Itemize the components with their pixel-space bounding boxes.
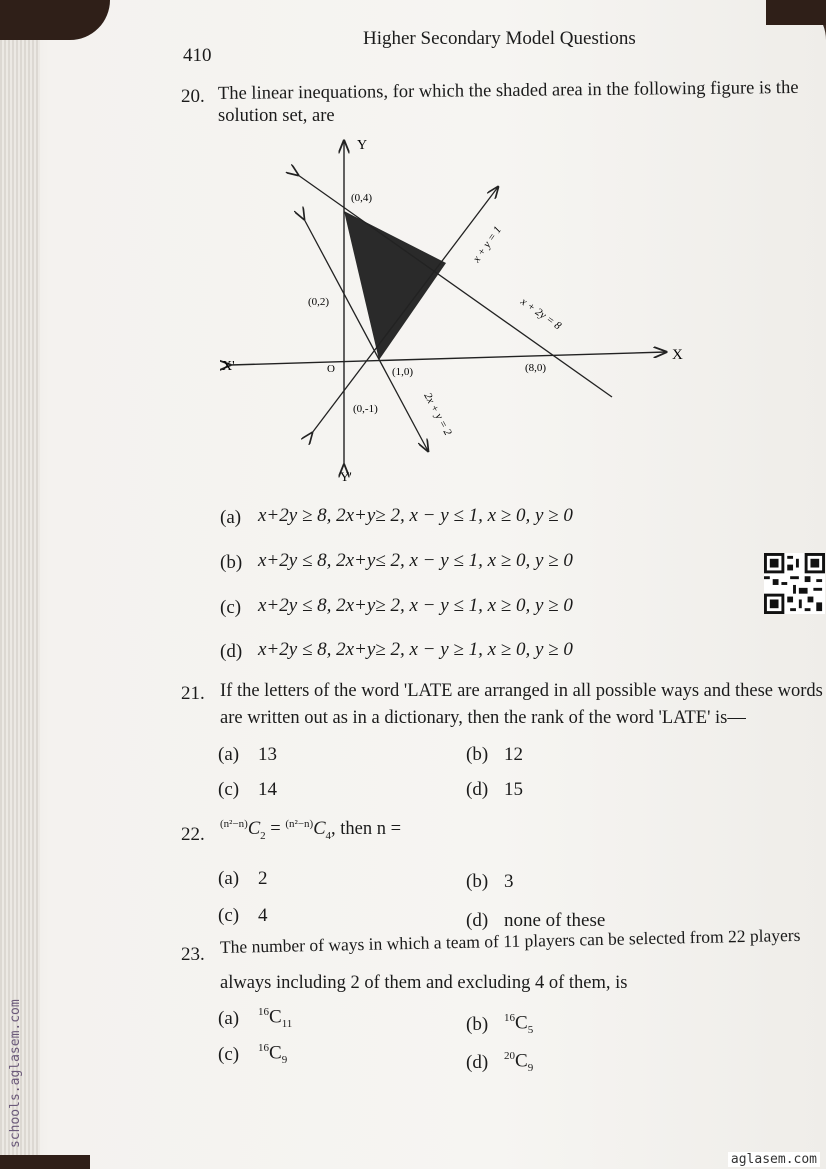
option-text: x+2y ≥ 8, 2x+y≥ 2, x − y ≤ 1, x ≥ 0, y ≥ 0 (258, 505, 573, 526)
option-text: 12 (504, 744, 523, 765)
line-label: 2x + y = 2 (421, 390, 454, 438)
question-number: 22. (181, 824, 205, 845)
option-text (258, 1042, 287, 1066)
option-text: 14 (258, 779, 277, 800)
superscript: (n²−n) (285, 818, 314, 830)
equals: = (265, 819, 286, 840)
option-text: 3 (504, 871, 514, 892)
background-corner (0, 1155, 90, 1169)
origin-label: O (327, 363, 335, 375)
option-label: (b) (466, 1014, 489, 1035)
background-corner (766, 0, 826, 25)
question-number: 21. (181, 683, 205, 704)
superscript: 16 (258, 1042, 269, 1054)
option-label: (d) (220, 641, 243, 662)
option-label: (a) (218, 744, 240, 765)
option-label: (a) (218, 868, 240, 889)
option-label: (c) (218, 905, 240, 926)
shaded-solution-region (344, 211, 446, 360)
side-watermark: schools.aglasem.com (8, 999, 23, 1148)
c-symbol: C (313, 819, 326, 840)
c-symbol: C (269, 1042, 282, 1064)
option-text: 13 (258, 744, 277, 765)
qr-code (764, 553, 825, 614)
option-label: (d) (466, 1052, 489, 1073)
axis-label-x: X (672, 347, 683, 363)
question-number: 20. (181, 86, 205, 107)
superscript: 16 (258, 1006, 269, 1018)
option-label: (c) (218, 779, 240, 800)
c-symbol: C (269, 1006, 282, 1028)
page-number: 410 (183, 45, 212, 66)
subscript: 5 (527, 1024, 534, 1037)
option-text: x+2y ≤ 8, 2x+y≥ 2, x − y ≥ 1, x ≥ 0, y ≥ 0 (258, 639, 573, 660)
question-equation (220, 818, 401, 842)
option-text: 4 (258, 905, 268, 926)
option-text: 2 (258, 868, 268, 889)
line-label: x + 2y = 8 (518, 295, 564, 333)
subscript: 9 (281, 1054, 288, 1067)
superscript: (n²−n) (220, 818, 248, 830)
c-symbol: C (515, 1050, 528, 1072)
option-label: (b) (466, 871, 489, 892)
subscript: 2 (260, 829, 266, 842)
footer-watermark: aglasem.com (728, 1152, 820, 1167)
question-text: The linear inequations, for which the shaded area in the following figure is the (217, 77, 799, 104)
c-symbol: C (515, 1012, 528, 1034)
option-text (258, 1006, 292, 1030)
axis-label-y: Y (357, 138, 368, 153)
c-symbol: C (247, 819, 261, 840)
equation-tail: , then n = (331, 819, 402, 840)
option-label: (a) (218, 1008, 240, 1029)
subscript: 4 (325, 829, 332, 842)
option-label: (c) (220, 597, 242, 618)
point-label: (0,2) (308, 296, 330, 308)
question-text: are written out as in a dictionary, then the rank of the word 'LATE' is— (220, 708, 746, 728)
option-text: none of these (504, 910, 606, 931)
axis-label-x-neg: X' (222, 359, 235, 374)
axis-label-y-neg: Y' (340, 469, 352, 484)
question-text: The number of ways in which a team of 11 players can be selected from 22 players (219, 924, 801, 957)
option-label: (b) (220, 552, 243, 573)
option-label: (b) (466, 744, 489, 765)
option-text (504, 1050, 533, 1074)
question-text: always including 2 of them and excluding 4 of them, is (220, 973, 628, 993)
inequality-graph (220, 135, 690, 485)
point-label: (8,0) (525, 362, 547, 374)
question-text: solution set, are (218, 106, 335, 126)
x-axis (230, 352, 666, 365)
line-label: x + y = 1 (470, 224, 505, 265)
point-label: (1,0) (392, 366, 414, 378)
option-label: (d) (466, 910, 489, 931)
option-label: (d) (466, 779, 489, 800)
subscript: 9 (527, 1062, 534, 1075)
point-label: (0,-1) (353, 403, 378, 415)
option-text: x+2y ≤ 8, 2x+y≤ 2, x − y ≤ 1, x ≥ 0, y ≥ 0 (258, 550, 573, 571)
option-label: (c) (218, 1044, 240, 1065)
question-text: If the letters of the word 'LATE are arranged in all possible ways and these words (220, 681, 823, 701)
option-label: (a) (220, 507, 242, 528)
option-text: 15 (504, 779, 523, 800)
line-x-plus-y-eq-1 (312, 187, 498, 433)
option-text: x+2y ≤ 8, 2x+y≥ 2, x − y ≤ 1, x ≥ 0, y ≥ 0 (258, 595, 573, 616)
running-head: Higher Secondary Model Questions (363, 28, 636, 49)
question-number: 23. (181, 944, 205, 965)
superscript: 16 (504, 1012, 515, 1024)
superscript: 20 (504, 1050, 515, 1062)
line-x-plus-2y-eq-8 (298, 175, 612, 397)
subscript: 11 (281, 1018, 293, 1031)
option-text (504, 1012, 533, 1036)
point-label: (0,4) (351, 192, 373, 204)
